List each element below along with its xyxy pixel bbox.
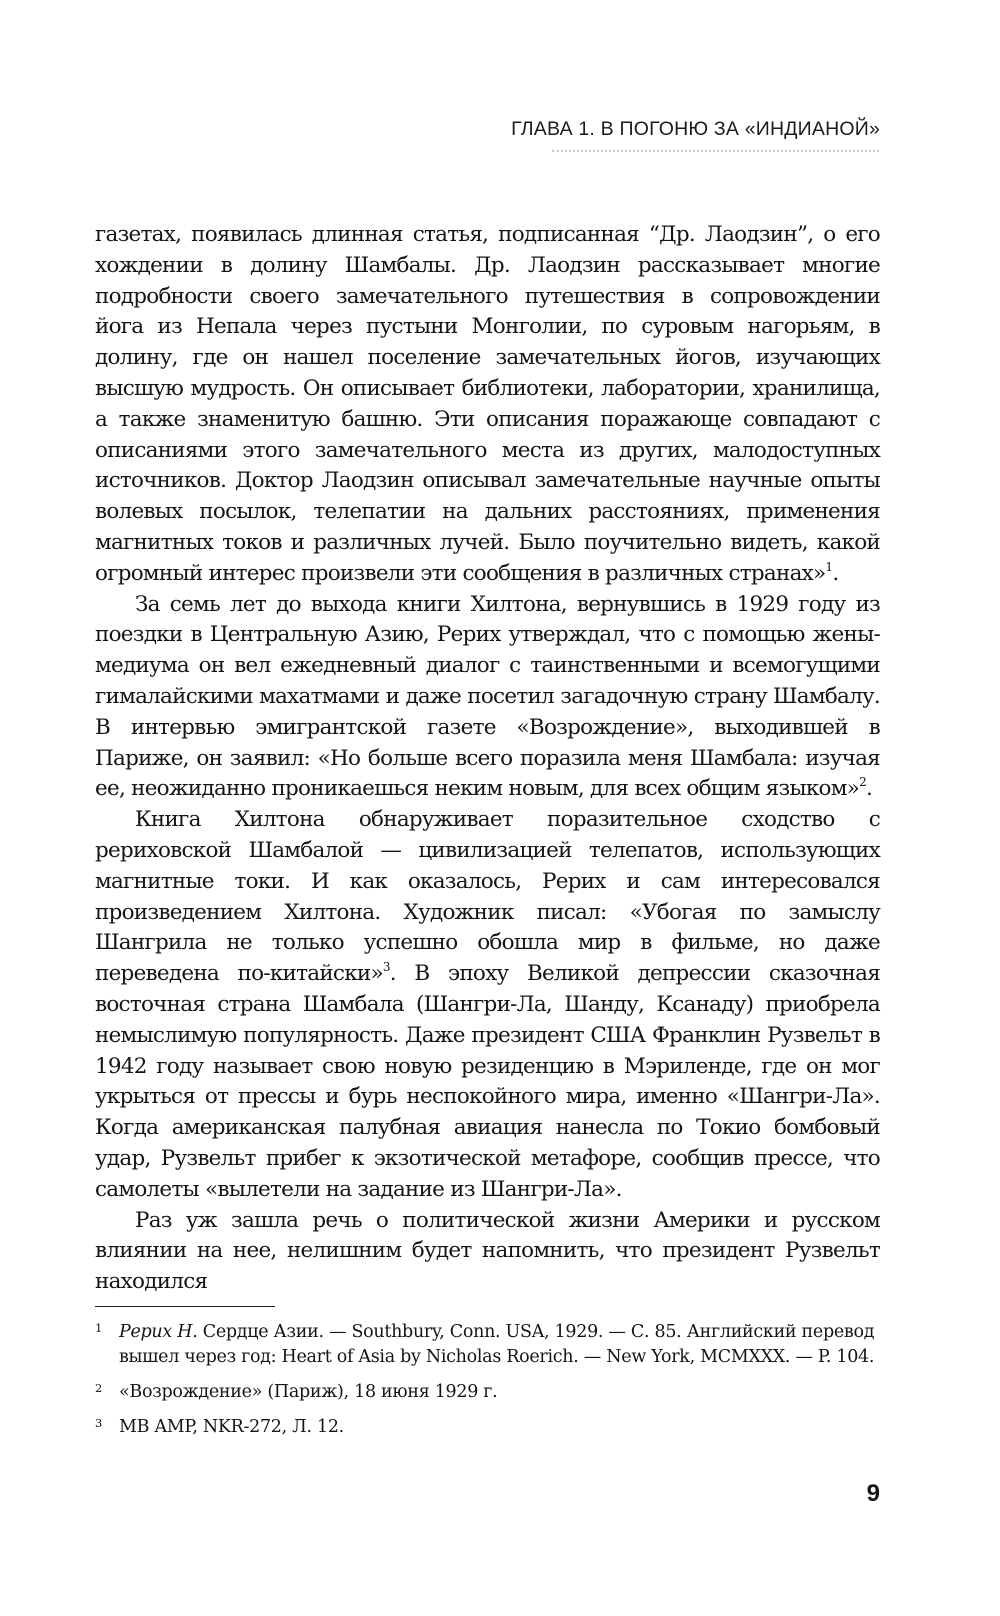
chapter-title: ГЛАВА 1. В ПОГОНЮ ЗА «ИНДИАНОЙ»: [511, 118, 880, 140]
footnote-number: 1: [95, 1321, 103, 1335]
footnote-ref-2[interactable]: 2: [859, 775, 866, 790]
page-number: 9: [866, 1480, 880, 1507]
paragraph-4-text: Раз уж зашла речь о политической жизни Америки и русском влиянии на нее, нелишним будет напомнить, что президент Рузвельт находился: [95, 1207, 880, 1295]
paragraph-1: газетах, появилась длинная статья, подписанная “Др. Лаодзин”, о его хождении в долину Шамбалы. Др. Лаодзин рассказывает многие подробности своего замечательного путешествия в сопровождении йога из Непала через пустыни Монголии, по суровым нагорьям, в долину, где он нашел поселение замечательных йогов, изучающих высшую мудрость. Он описывает библиотеки, лаборатории, хранилища, а также знаменитую башню. Эти описания поражающе совпадают с описаниями этого замечательного места из других, малодоступных источников. Доктор Лаодзин описывал замечательные научные опыты волевых посылок, телепатии на дальних расстояниях, применения магнитных токов и различных лучей. Было поучительно видеть, какой огромный интерес произвели эти сообщения в различных странах»$^1$.: [95, 222, 880, 586]
paragraph-2: За семь лет до выхода книги Хилтона, вернувшись в 1929 году из поездки в Центральную Азию, Рерих утверждал, что с помощью жены-медиума он вел ежедневный диалог с таинственными и всемогущими гималайскими махатмами и даже посетил загадочную страну Шамбалу. В интервью эмигрантской газете «Возрождение», выходившей в Париже, он заявил: «Но больше всего поразила меня Шамбала: изучая ее, неожиданно проникаешься неким новым, для всех общим языком»$^2$.: [95, 591, 880, 802]
footnote-text: MB AMP, NKR-272, Л. 12.: [119, 1417, 344, 1437]
paragraph-3-text-a: Книга Хилтона обнаруживает поразительное сходство с рериховской Шамбалой — цивилизацией телепатов, использующих магнитные токи. И как оказалось, Рерих и сам интересовался произведением Хилтона. Художник писал: «Убогая по замыслу Шангрила не только успешно обошла мир в фильме, но даже переведена по-китайски»: [95, 807, 880, 987]
header-divider: [552, 150, 879, 152]
main-text: [95, 220, 880, 1298]
paragraph-2-text: За семь лет до выхода книги Хилтона, вернувшись в 1929 году из поездки в Центральную Азию, Рерих утверждал, что с помощью жены-медиума он вел ежедневный диалог с таинственными и всемогущими гималайскими махатмами и даже посетил загадочную страну Шамбалу. В интервью эмигрантской газете «Возрождение», выходившей в Париже, он заявил: «Но больше всего поразила меня Шамбала: изучая ее, неожиданно проникаешься неким новым, для всех общим языком»: [95, 591, 880, 802]
paragraph-4: [95, 1206, 880, 1298]
footnote-number: 2: [95, 1381, 103, 1395]
paragraph-3-text-b: . В эпоху Великой депрессии сказочная восточная страна Шамбала (Шангри-Ла, Шанду, Ксанаду) приобрела немыслимую популярность. Даже президент США Франклин Рузвельт в 1942 году называет свою новую резиденцию в Мэриленде, где он мог укрыться от прессы и бурь неспокойного мира, именно «Шангри-Ла». Когда американская палубная авиация нанесла по Токио бомбовый удар, Рузвельт прибег к экзотической метафоре, сообщив прессе, что самолеты «вылетели на задание из Шангри-Ла».: [95, 961, 881, 1202]
paragraph-1-text: газетах, появилась длинная статья, подписанная “Др. Лаодзин”, о его хождении в долину Шамбалы. Др. Лаодзин рассказывает многие подробности своего замечательного путешествия в сопровождении йога из Непала через пустыни Монголии, по суровым нагорьям, в долину, где он нашел поселение замечательных йогов, изучающих высшую мудрость. Он описывает библиотеки, лаборатории, хранилища, а также знаменитую башню. Эти описания поражающе совпадают с описаниями этого замечательного места из других, малодоступных источников. Доктор Лаодзин описывал замечательные научные опыты волевых посылок, телепатии на дальних расстояниях, применения магнитных токов и различных лучей. Было поучительно видеть, какой огромный интерес произвели эти сообщения в различных странах»: [95, 222, 880, 586]
footnotes: [95, 1320, 880, 1450]
running-header: [95, 118, 880, 141]
footnote-ref-3[interactable]: 3: [382, 960, 390, 975]
footnote-author: Рерих Н.: [119, 1322, 198, 1342]
footnote-divider: [95, 1306, 275, 1307]
footnote-text: Сердце Азии. — Southbury, Conn. USA, 1929. — С. 85. Английский перевод вышел через год: Heart of Asia by Nicholas Roerich. — New York, MCMXXX. — P. 104.: [119, 1322, 875, 1367]
footnote-ref-1[interactable]: 1: [825, 559, 833, 574]
paragraph-3: [95, 805, 880, 1205]
footnote-2: [95, 1380, 880, 1405]
footnote-3: [95, 1415, 880, 1440]
footnote-text: «Возрождение» (Париж), 18 июня 1929 г.: [119, 1382, 498, 1402]
footnote-number: 3: [95, 1416, 103, 1430]
footnote-1: [95, 1320, 880, 1370]
